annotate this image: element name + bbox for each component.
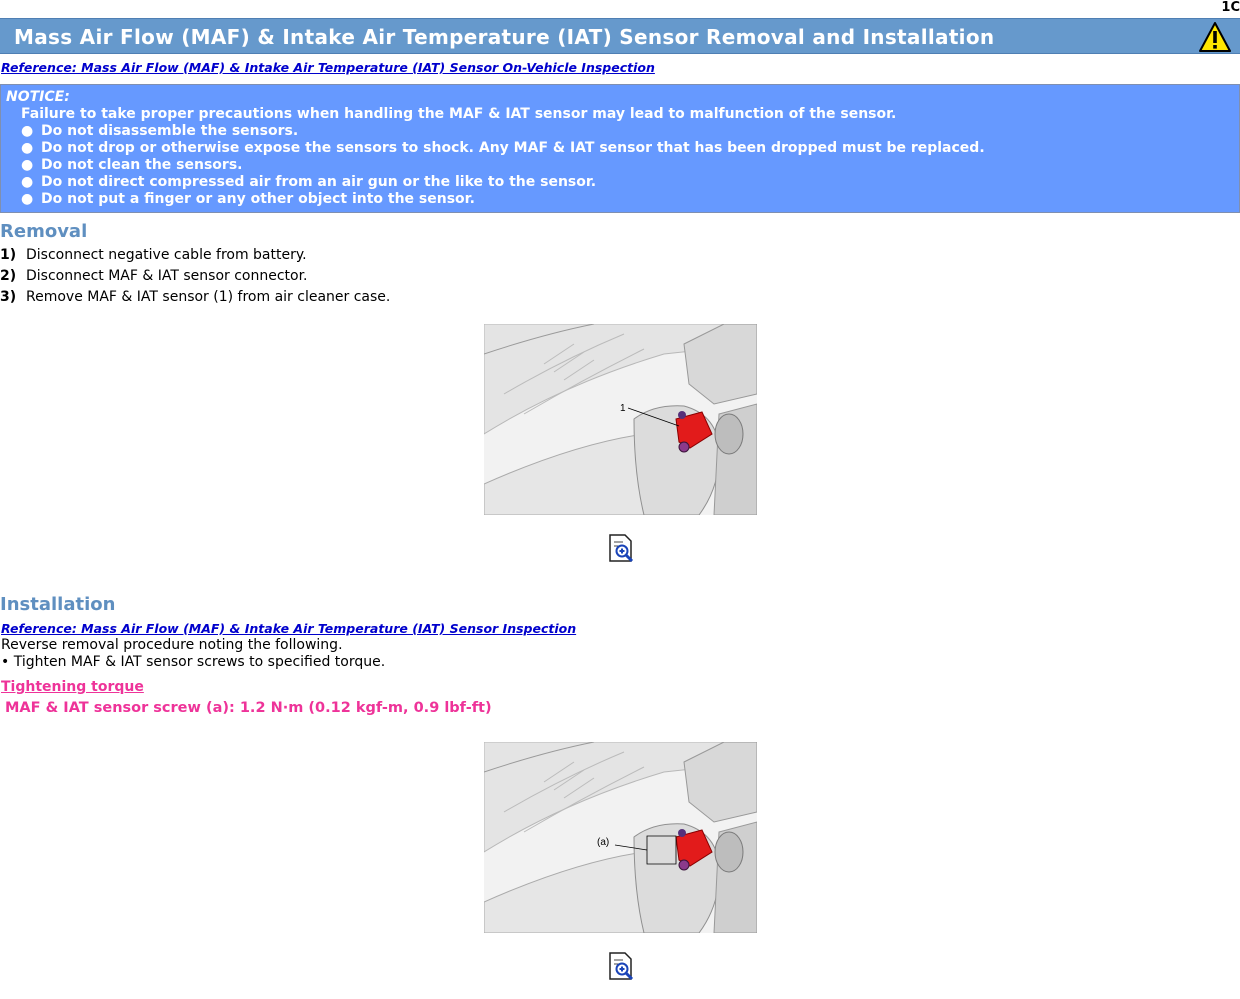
bullet-icon: ● bbox=[21, 140, 34, 156]
callout-label: (a) bbox=[597, 837, 610, 848]
step-text: Disconnect MAF & IAT sensor connector. bbox=[26, 268, 308, 284]
page-title: Mass Air Flow (MAF) & Intake Air Temperature (IAT) Sensor Removal and Installation bbox=[14, 25, 995, 49]
notice-item-text: Do not direct compressed air from an air gun or the like to the sensor. bbox=[41, 174, 597, 190]
notice-item-text: Do not clean the sensors. bbox=[41, 157, 243, 173]
notice-item bbox=[21, 157, 1234, 174]
step-item bbox=[0, 267, 390, 288]
bullet-icon: • bbox=[1, 654, 14, 670]
step-number: 1) bbox=[0, 247, 17, 263]
bullet-icon: ● bbox=[21, 191, 34, 207]
installation-bullet-text: Tighten MAF & IAT sensor screws to specified torque. bbox=[13, 654, 386, 670]
step-number: 2) bbox=[0, 268, 17, 284]
notice-item bbox=[21, 191, 1234, 208]
torque-spec: MAF & IAT sensor screw (a): 1.2 N·m (0.12 kgf-m, 0.9 lbf-ft) bbox=[5, 700, 492, 716]
reference-link-inspection[interactable]: Reference: Mass Air Flow (MAF) & Intake Air Temperature (IAT) Sensor On-Vehicle Inspection bbox=[1, 60, 655, 75]
tightening-torque-link[interactable]: Tightening torque bbox=[1, 679, 144, 695]
section-code: 1C bbox=[1221, 0, 1240, 15]
step-text: Remove MAF & IAT sensor (1) from air cleaner case. bbox=[26, 289, 391, 305]
notice-list bbox=[6, 123, 1234, 208]
installation-bullet bbox=[1, 654, 385, 670]
notice-item bbox=[21, 174, 1234, 191]
step-item bbox=[0, 246, 390, 267]
step-number: 3) bbox=[0, 289, 17, 305]
notice-box bbox=[0, 84, 1240, 213]
zoom-page-icon[interactable] bbox=[607, 952, 637, 982]
bullet-icon: ● bbox=[21, 174, 34, 190]
reference-link-sensor-inspection[interactable]: Reference: Mass Air Flow (MAF) & Intake Air Temperature (IAT) Sensor Inspection bbox=[1, 621, 577, 636]
notice-item-text: Do not drop or otherwise expose the sensors to shock. Any MAF & IAT sensor that has been dropped must be replaced. bbox=[41, 140, 985, 156]
removal-figure bbox=[484, 324, 757, 515]
installation-figure bbox=[484, 742, 757, 933]
warning-triangle-icon bbox=[1199, 22, 1231, 52]
zoom-page-icon[interactable] bbox=[607, 534, 637, 564]
step-item bbox=[0, 288, 390, 309]
notice-item bbox=[21, 123, 1234, 140]
removal-heading: Removal bbox=[0, 221, 88, 242]
installation-intro: Reverse removal procedure noting the following. bbox=[1, 637, 343, 653]
notice-title: NOTICE: bbox=[6, 89, 70, 105]
notice-item-text: Do not disassemble the sensors. bbox=[41, 123, 299, 139]
notice-intro: Failure to take proper precautions when handling the MAF & IAT sensor may lead to malfunction of the sensor. bbox=[21, 106, 897, 122]
notice-item bbox=[21, 140, 1234, 157]
removal-steps bbox=[0, 246, 390, 309]
title-bar bbox=[0, 18, 1240, 54]
bullet-icon: ● bbox=[21, 123, 34, 139]
notice-item-text: Do not put a finger or any other object into the sensor. bbox=[41, 191, 475, 207]
bullet-icon: ● bbox=[21, 157, 34, 173]
installation-heading: Installation bbox=[0, 594, 116, 615]
step-text: Disconnect negative cable from battery. bbox=[26, 247, 307, 263]
callout-label: 1 bbox=[620, 403, 626, 414]
